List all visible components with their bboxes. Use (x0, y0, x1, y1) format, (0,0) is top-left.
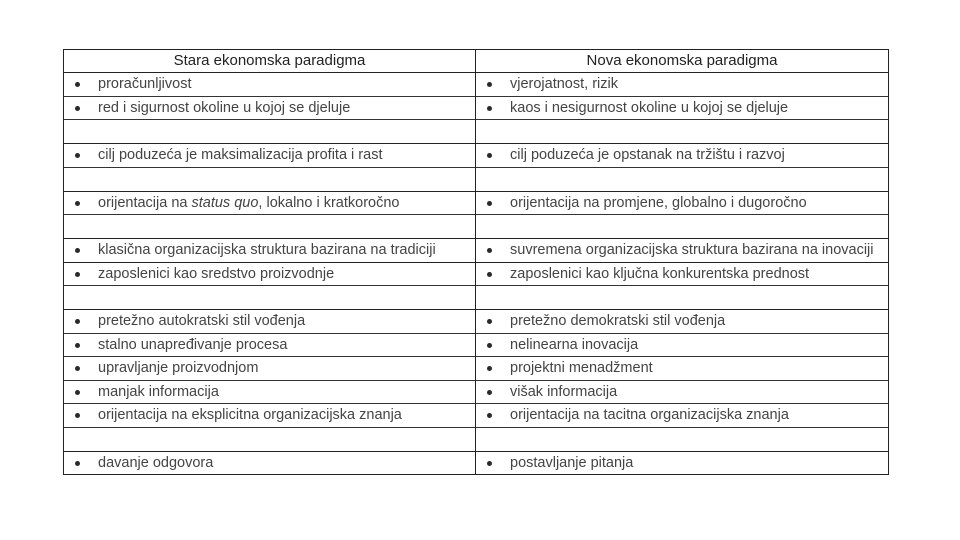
item-text: višak informacija (510, 383, 618, 400)
list-item (64, 192, 475, 216)
bullet-icon (487, 82, 492, 87)
list-item (476, 73, 888, 97)
item-text-part: orijentacija na (98, 194, 192, 211)
old-cell (64, 73, 476, 144)
bullet-icon (75, 366, 80, 371)
item-text: suvremena organizacijska struktura bazirana na inovaciji (510, 242, 874, 258)
item-text: klasična organizacijska struktura bazirana na tradiciji (98, 242, 436, 258)
list-item (476, 144, 888, 168)
item-text: upravljanje proizvodnjom (98, 360, 259, 376)
bullet-icon (487, 343, 492, 348)
bullet-icon (75, 106, 80, 111)
header-row (64, 50, 889, 73)
item-text: pretežno autokratski stil vođenja (98, 313, 306, 329)
item-text: vjerojatnost, rizik (510, 76, 618, 92)
bullet-icon (487, 248, 492, 253)
bullet-icon (75, 153, 80, 158)
bullet-icon (487, 461, 492, 466)
list-item (476, 192, 888, 216)
bullet-icon (75, 343, 80, 348)
new-cell (476, 144, 889, 192)
bullet-icon (487, 413, 492, 418)
item-text: postavljanje pitanja (510, 454, 634, 471)
item-text: proračunljivost (98, 76, 192, 92)
old-paradigm-header: Stara ekonomska paradigma (64, 50, 476, 73)
item-text: davanje odgovora (98, 454, 214, 471)
list-item (64, 97, 475, 121)
new-cell (476, 239, 889, 263)
list-item (64, 310, 475, 334)
new-cell (476, 73, 889, 144)
item-text: zaposlenici kao sredstvo proizvodnje (98, 265, 335, 282)
item-text: projektni menadžment (510, 360, 653, 376)
list-item (64, 381, 475, 405)
item-text: stalno unapređivanje procesa (98, 336, 288, 353)
item-text-italic: status quo (191, 194, 259, 211)
list-item (476, 263, 888, 287)
bullet-icon (487, 153, 492, 158)
old-cell (64, 239, 476, 263)
item-text: pretežno demokratski stil vođenja (510, 313, 726, 329)
paradigm-table (63, 49, 889, 475)
list-item (476, 452, 888, 475)
table-row (64, 73, 889, 144)
bullet-icon (75, 319, 80, 324)
list-item (476, 97, 888, 121)
item-text: manjak informacija (98, 383, 219, 400)
bullet-icon (75, 461, 80, 466)
bullet-icon (75, 390, 80, 395)
old-cell (64, 144, 476, 192)
new-cell (476, 191, 889, 239)
bullet-icon (75, 413, 80, 418)
bullet-icon (75, 272, 80, 277)
list-item (476, 310, 888, 334)
bullet-icon (75, 201, 80, 206)
bullet-icon (487, 390, 492, 395)
item-text: kaos i nesigurnost okoline u kojoj se djeluje (510, 99, 789, 116)
list-item (64, 144, 475, 168)
new-cell (476, 262, 889, 310)
bullet-icon (487, 106, 492, 111)
new-cell (476, 451, 889, 475)
item-text: orijentacija na promjene, globalno i dugoročno (510, 194, 807, 211)
bullet-icon (487, 366, 492, 371)
item-text: orijentacija na tacitna organizacijska znanja (510, 407, 789, 423)
list-item (64, 263, 475, 287)
list-item (64, 239, 475, 262)
bullet-icon (75, 82, 80, 87)
list-item (64, 357, 475, 381)
bullet-icon (487, 272, 492, 277)
new-cell (476, 310, 889, 452)
item-text: zaposlenici kao ključna konkurentska prednost (510, 265, 810, 282)
list-item (476, 334, 888, 358)
table-row (64, 191, 889, 239)
list-item (64, 452, 475, 475)
item-text: nelinearna inovacija (510, 336, 639, 353)
item-text: orijentacija na eksplicitna organizacijska znanja (98, 407, 402, 423)
list-item (476, 381, 888, 405)
item-text: red i sigurnost okoline u kojoj se djeluje (98, 99, 351, 116)
old-cell (64, 310, 476, 452)
list-item (476, 239, 888, 262)
item-text: cilj poduzeća je maksimalizacija profita i rast (98, 147, 383, 163)
bullet-icon (487, 319, 492, 324)
list-item (476, 404, 888, 428)
bullet-icon (75, 248, 80, 253)
table-row (64, 310, 889, 452)
list-item (64, 73, 475, 97)
item-text-part: , lokalno i kratkoročno (258, 194, 400, 211)
item-text: cilj poduzeća je opstanak na tržištu i razvoj (510, 147, 785, 163)
old-cell (64, 191, 476, 239)
list-item (64, 404, 475, 428)
table-row (64, 239, 889, 263)
old-cell (64, 262, 476, 310)
table-row (64, 262, 889, 310)
list-item (64, 334, 475, 358)
bullet-icon (487, 201, 492, 206)
list-item (476, 357, 888, 381)
table-row (64, 451, 889, 475)
old-cell (64, 451, 476, 475)
table-row (64, 144, 889, 192)
new-paradigm-header: Nova ekonomska paradigma (476, 50, 889, 73)
